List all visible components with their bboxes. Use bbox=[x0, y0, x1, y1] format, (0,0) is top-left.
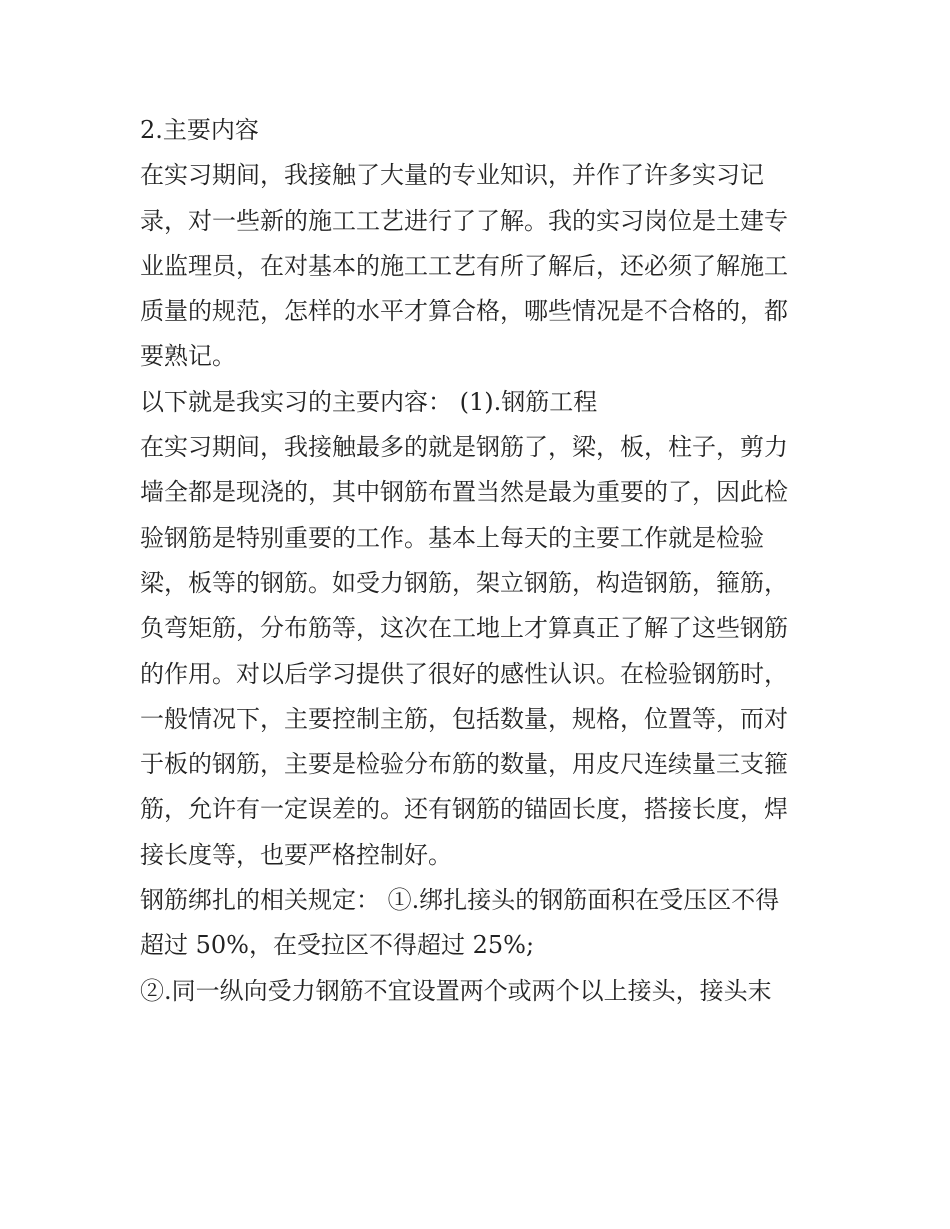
text-line: 筋，允许有一定误差的。还有钢筋的锚固长度，搭接长度，焊 bbox=[140, 795, 788, 824]
text-line: 于板的钢筋，主要是检验分布筋的数量，用皮尺连续量三支箍 bbox=[140, 750, 788, 779]
text-line: 钢筋绑扎的相关规定： ①.绑扎接头的钢筋面积在受压区不得 bbox=[140, 886, 780, 915]
text-line: 接长度等，也要严格控制好。 bbox=[140, 840, 452, 869]
text-line: 的作用。对以后学习提供了很好的感性认识。在检验钢筋时， bbox=[140, 659, 788, 688]
text-line: 验钢筋是特别重要的工作。基本上每天的主要工作就是检验 bbox=[140, 523, 764, 552]
text-line: 录，对一些新的施工工艺进行了了解。我的实习岗位是土建专 bbox=[140, 206, 788, 235]
section-heading: 2.主要内容 bbox=[140, 116, 259, 144]
text-line: 超过 50%，在受拉区不得超过 25%; bbox=[140, 931, 535, 960]
text-line: 业监理员，在对基本的施工工艺有所了解后，还必须了解施工 bbox=[140, 251, 788, 280]
text-line: ②.同一纵向受力钢筋不宜设置两个或两个以上接头，接头末 bbox=[140, 976, 772, 1005]
text-line: 负弯矩筋，分布筋等，这次在工地上才算真正了解了这些钢筋 bbox=[140, 614, 788, 643]
text-line: 在实习期间，我接触最多的就是钢筋了，梁，板，柱子，剪力 bbox=[140, 433, 788, 462]
text-line: 墙全都是现浇的，其中钢筋布置当然是最为重要的了，因此检 bbox=[140, 478, 788, 507]
text-line: 梁，板等的钢筋。如受力钢筋，架立钢筋，构造钢筋，箍筋， bbox=[140, 568, 788, 597]
text-line: 要熟记。 bbox=[140, 342, 236, 371]
text-line: 一般情况下，主要控制主筋，包括数量，规格，位置等，而对 bbox=[140, 704, 788, 733]
document-body bbox=[140, 108, 820, 1014]
text-line: 在实习期间，我接触了大量的专业知识，并作了许多实习记 bbox=[140, 161, 764, 190]
text-line: 质量的规范，怎样的水平才算合格，哪些情况是不合格的，都 bbox=[140, 297, 788, 326]
text-line: 以下就是我实习的主要内容： (1).钢筋工程 bbox=[140, 387, 598, 416]
